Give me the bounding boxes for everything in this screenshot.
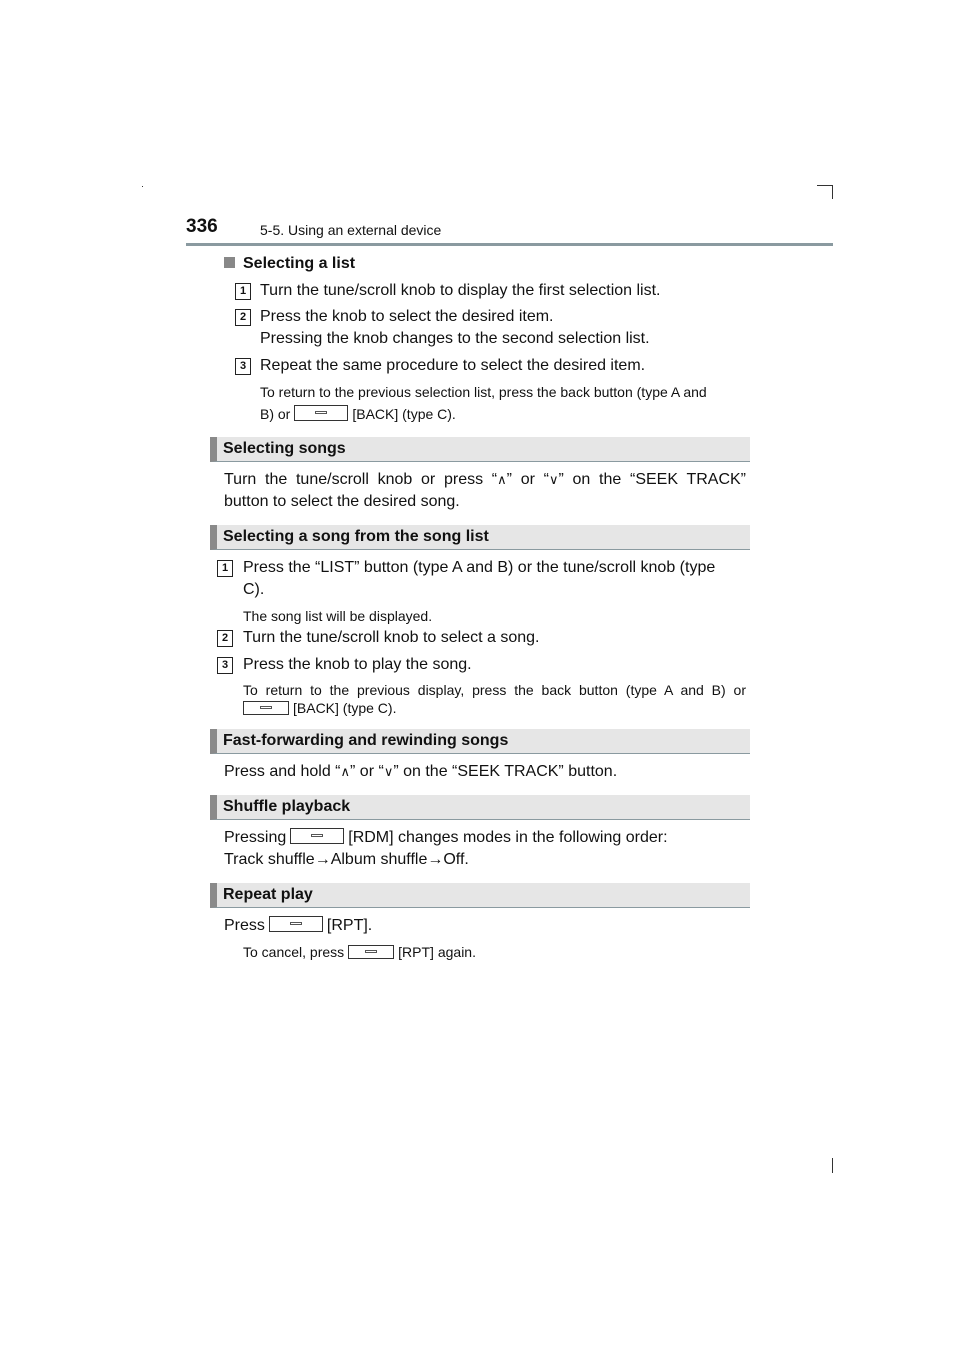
step-number-3: 3 bbox=[217, 657, 233, 674]
body-text: button to select the desired song. bbox=[224, 493, 460, 510]
step-text: Press the knob to select the desired item. bbox=[260, 308, 554, 325]
crop-mark bbox=[817, 185, 833, 186]
section-bar-selecting-songs: Selecting songs bbox=[210, 437, 750, 462]
up-arrow-icon: ∧ bbox=[340, 764, 351, 779]
section-bar-shuffle: Shuffle playback bbox=[210, 795, 750, 820]
step-number-1: 1 bbox=[217, 560, 233, 577]
body-text: Turn the tune/scroll knob or press “∧” or “∨” on the “SEEK TRACK” bbox=[224, 471, 746, 488]
section-bar-song-list: Selecting a song from the song list bbox=[210, 525, 750, 550]
up-arrow-icon: ∧ bbox=[497, 472, 507, 487]
screen-button-icon bbox=[243, 701, 289, 715]
body-text: Track shuffle→Album shuffle→Off. bbox=[224, 851, 469, 868]
note-text: The song list will be displayed. bbox=[243, 608, 433, 624]
step-text: Turn the tune/scroll knob to select a song. bbox=[243, 629, 540, 646]
step-text-continued: Pressing the knob changes to the second selection list. bbox=[260, 330, 650, 347]
body-text: Pressing [RDM] changes modes in the following order: bbox=[224, 829, 668, 846]
note-text: B) or [BACK] (type C). bbox=[260, 406, 456, 422]
crop-mark bbox=[142, 186, 143, 187]
note-text: To return to the previous selection list, press the back button (type A and bbox=[260, 384, 707, 400]
note-text: [BACK] (type C). bbox=[243, 699, 396, 717]
step-text-continued: C). bbox=[243, 581, 265, 598]
crop-mark bbox=[832, 185, 833, 199]
right-arrow-icon: → bbox=[314, 851, 331, 868]
crop-mark bbox=[832, 1158, 833, 1173]
section-bar-repeat: Repeat play bbox=[210, 883, 750, 908]
body-text: Press and hold “∧” or “∨” on the “SEEK TRACK” button. bbox=[224, 763, 618, 780]
note-text: To return to the previous display, press the back button (type A and B) or bbox=[243, 682, 746, 698]
screen-button-icon bbox=[294, 405, 348, 421]
square-bullet-icon bbox=[224, 257, 235, 268]
page-number: 336 bbox=[186, 216, 218, 237]
step-number-1: 1 bbox=[235, 283, 251, 300]
screen-button-icon bbox=[290, 828, 344, 844]
step-text: Press the “LIST” button (type A and B) or the tune/scroll knob (type bbox=[243, 559, 716, 576]
screen-button-icon bbox=[348, 945, 394, 959]
section-bar-fast-forward: Fast-forwarding and rewinding songs bbox=[210, 729, 750, 754]
step-text: Press the knob to play the song. bbox=[243, 656, 472, 673]
step-number-3: 3 bbox=[235, 358, 251, 375]
screen-button-icon bbox=[269, 916, 323, 932]
right-arrow-icon: → bbox=[427, 851, 444, 868]
step-text: Turn the tune/scroll knob to display the first selection list. bbox=[260, 282, 661, 299]
down-arrow-icon: ∨ bbox=[383, 764, 394, 779]
step-number-2: 2 bbox=[217, 630, 233, 647]
step-text: Repeat the same procedure to select the desired item. bbox=[260, 357, 646, 374]
body-text: Press [RPT]. bbox=[224, 917, 373, 934]
subheading-selecting-list: Selecting a list bbox=[224, 255, 355, 273]
section-title: 5-5. Using an external device bbox=[260, 222, 442, 238]
step-number-2: 2 bbox=[235, 309, 251, 326]
header-rule bbox=[186, 243, 833, 246]
down-arrow-icon: ∨ bbox=[548, 472, 559, 487]
note-text: To cancel, press [RPT] again. bbox=[243, 944, 476, 960]
